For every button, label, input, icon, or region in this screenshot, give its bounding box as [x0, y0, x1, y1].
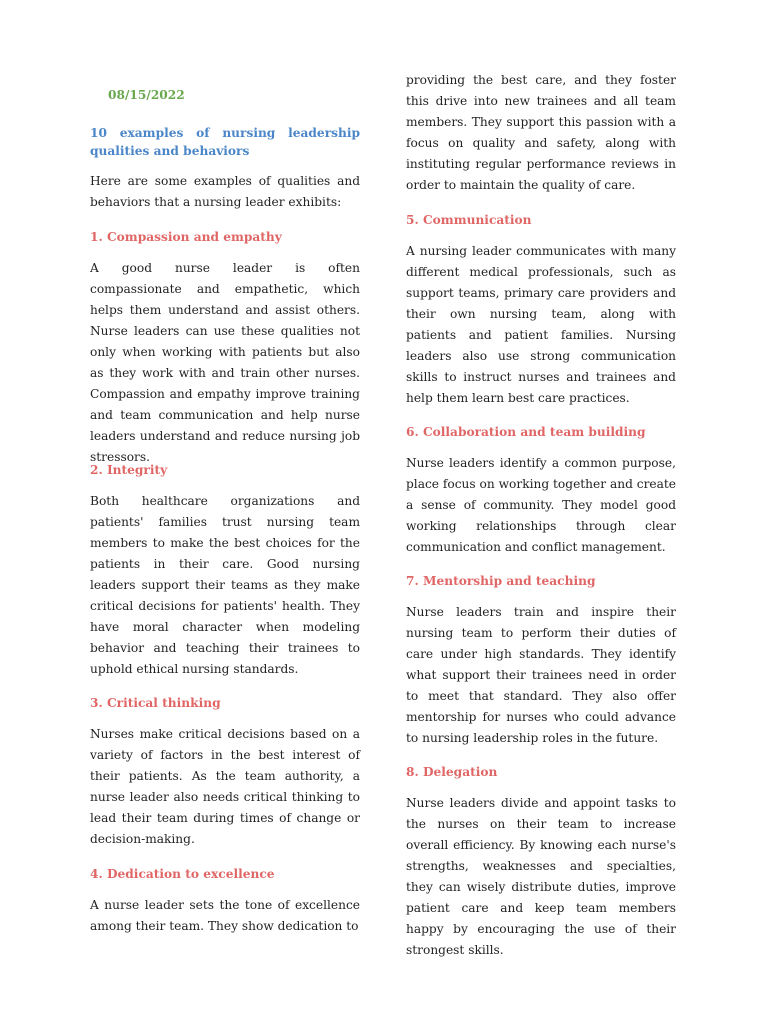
section-2 [90, 460, 360, 680]
section-heading: 4. Dedication to excellence [90, 867, 275, 881]
section-heading: 5. Communication [406, 213, 532, 227]
section-body: Nurse leaders identify a common purpose, place focus on working together and create a sense of community. They model good working relationships through clear communication and conflict management. [406, 456, 676, 554]
section-heading: 7. Mentorship and teaching [406, 574, 596, 588]
intro-paragraph [90, 171, 360, 213]
section-body: A nursing leader communicates with many different medical professionals, such as support teams, primary care providers and their own nursing team, along with patients and patient families. Nursing leaders also use strong communication skills to instruct nurses and trainees and help them learn best care practices. [406, 244, 676, 405]
section-body-continued: providing the best care, and they foster this drive into new trainees and all team members. They support this passion with a focus on quality and safety, along with instituting regular performance reviews in order to maintain the quality of care. [406, 73, 676, 192]
section-body: Nurses make critical decisions based on a variety of factors in the best interest of their patients. As the team authority, a nurse leader also needs critical thinking to lead their team during times of change or decision-making. [90, 727, 360, 846]
section-5 [406, 210, 676, 409]
section-4 [90, 864, 360, 937]
section-8 [406, 762, 676, 961]
section-3 [90, 693, 360, 850]
section-body: Nurse leaders divide and appoint tasks to the nurses on their team to increase overall efficiency. By knowing each nurse's strengths, weaknesses and specialties, they can wisely distribute duties, improve patient care and keep team members happy by encouraging the use of their strongest skills. [406, 796, 676, 957]
section-heading: 1. Compassion and empathy [90, 230, 282, 244]
section-heading: 6. Collaboration and team building [406, 425, 646, 439]
section-7 [406, 571, 676, 749]
section-heading: 3. Critical thinking [90, 696, 221, 710]
section-1 [90, 227, 360, 468]
intro-text: Here are some examples of qualities and behaviors that a nursing leader exhibits: [90, 174, 360, 209]
section-heading: 8. Delegation [406, 765, 498, 779]
document-date: 08/15/2022 [108, 88, 185, 102]
section-body: A nurse leader sets the tone of excellence among their team. They show dedication to [90, 898, 360, 933]
document-title: 10 examples of nursing leadership qualities and behaviors [90, 126, 360, 158]
section-6 [406, 422, 676, 558]
section-4-continued [406, 70, 676, 196]
section-heading: 2. Integrity [90, 463, 168, 477]
section-body: A good nurse leader is often compassionate and empathetic, which helps them understand and assist others. Nurse leaders can use these qualities not only when working with patients but also as they work with and train other nurses. Compassion and empathy improve training and team communication and help nurse leaders understand and reduce nursing job stressors. [90, 261, 360, 464]
section-body: Nurse leaders train and inspire their nursing team to perform their duties of care under high standards. They identify what support their trainees need in order to meet that standard. They also offer mentorship for nurses who could advance to nursing leadership roles in the future. [406, 605, 676, 745]
section-body: Both healthcare organizations and patients' families trust nursing team members to make the best choices for the patients in their care. Good nursing leaders support their teams as they make critical decisions for patients' health. They have moral character when modeling behavior and teaching their trainees to uphold ethical nursing standards. [90, 494, 360, 676]
